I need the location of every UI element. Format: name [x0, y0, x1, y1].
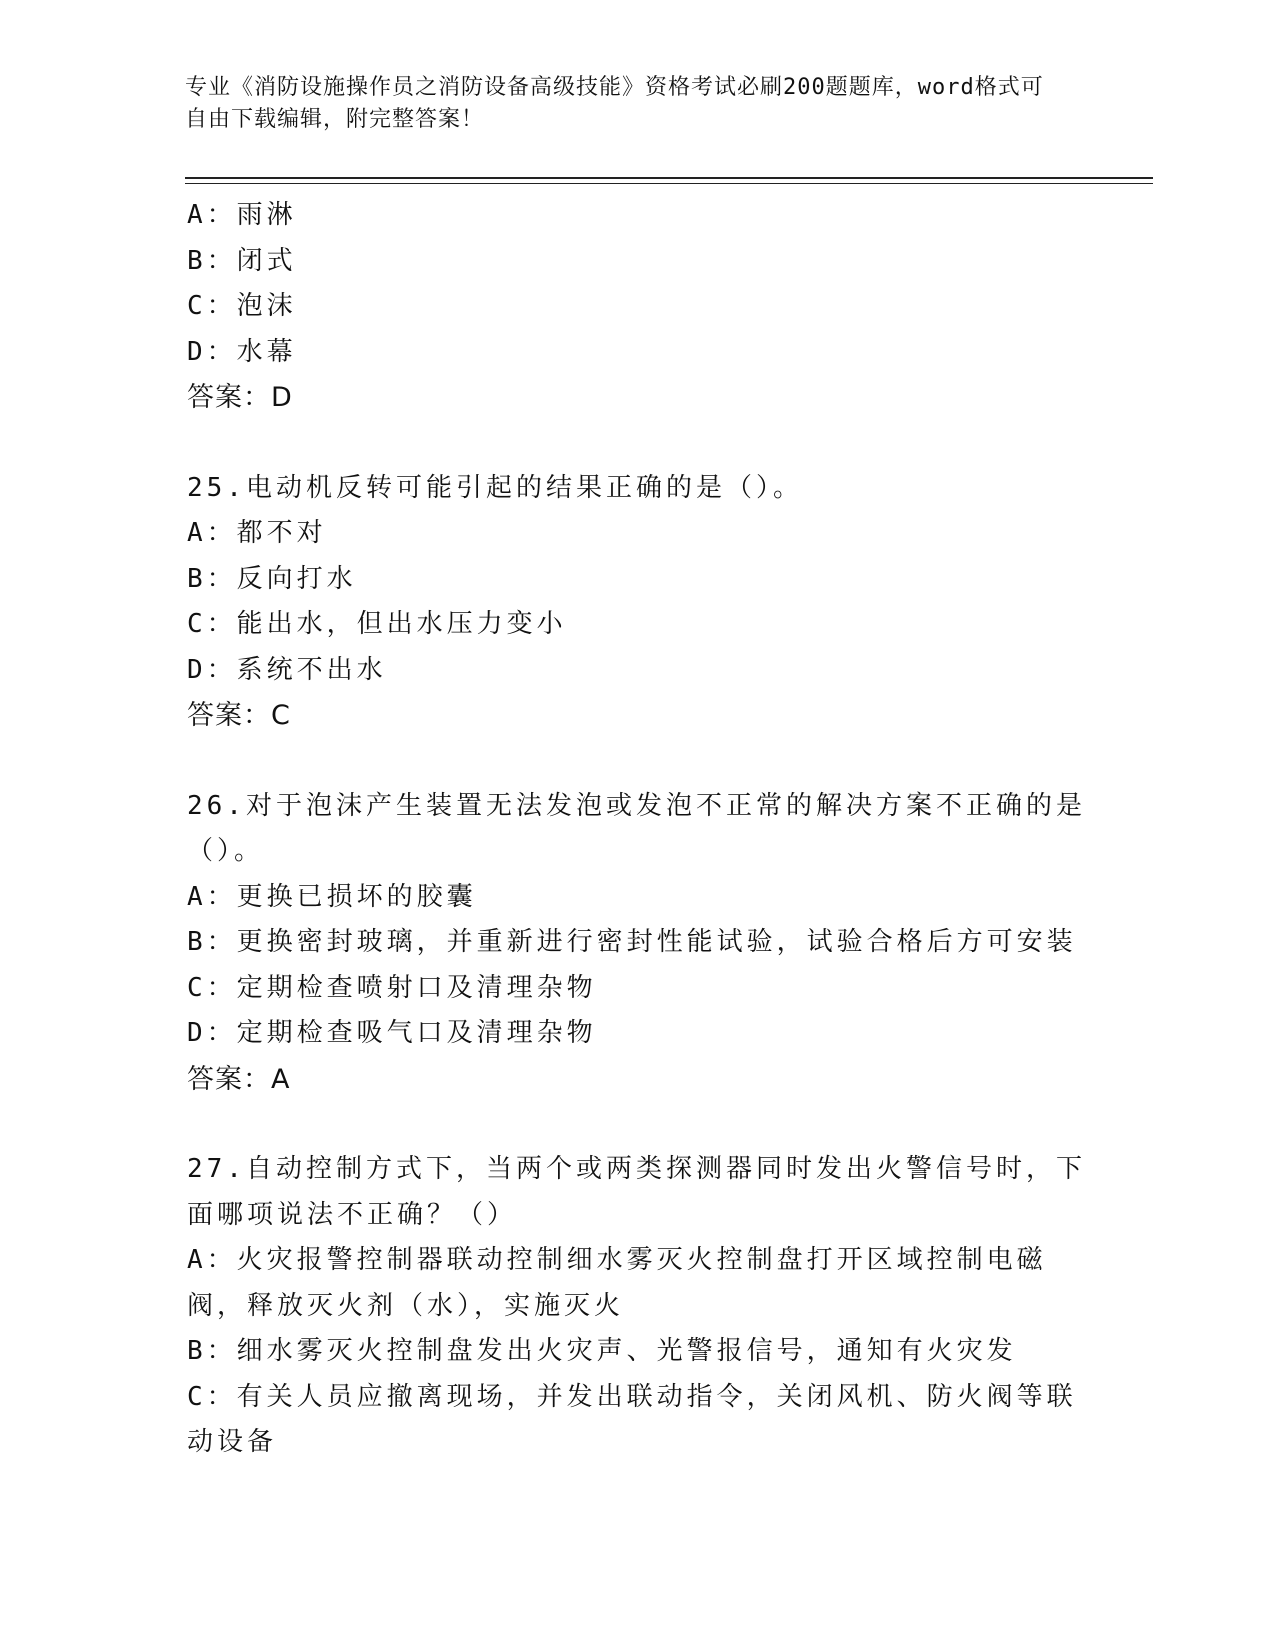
option-d: D：定期检查吸气口及清理杂物	[187, 1018, 597, 1048]
option-a: A：更换已损坏的胶囊	[187, 881, 477, 912]
document-header: 专业《消防设施操作员之消防设备高级技能》资格考试必刷200题题库，word格式可自由下载编辑，附完整答案！	[185, 75, 1044, 132]
option-b: B：细水雾灭火控制盘发出火灾声、光警报信号，通知有火灾发	[187, 1336, 1017, 1366]
question-stem: 25.电动机反转可能引起的结果正确的是（）。	[187, 472, 803, 503]
header-divider-thin	[185, 183, 1153, 184]
answer-line: 答案：A	[187, 1063, 291, 1095]
question-list	[187, 193, 1087, 1466]
option-b: B：反向打水	[187, 563, 357, 594]
option-c: C：有关人员应撤离现场，并发出联动指令，关闭风机、防火阀等联动设备	[187, 1381, 1077, 1457]
question-stem: 27.自动控制方式下，当两个或两类探测器同时发出火警信号时，下面哪项说法不正确？（）	[187, 1154, 1086, 1230]
option-a: A：雨淋	[187, 200, 297, 230]
answer-line: 答案：D	[187, 382, 293, 413]
option-d: D：系统不出水	[187, 654, 387, 685]
option-b: B：更换密封玻璃，并重新进行密封性能试验，试验合格后方可安装	[187, 927, 1077, 957]
option-c: C：泡沫	[187, 291, 297, 321]
option-a: A：都不对	[187, 518, 327, 548]
question-26	[187, 784, 1087, 1103]
question-27	[187, 1147, 1087, 1466]
option-a: A：火灾报警控制器联动控制细水雾灭火控制盘打开区域控制电磁阀，释放灭火剂（水），实施灭火	[187, 1245, 1047, 1321]
option-b: B：闭式	[187, 245, 297, 276]
option-c: C：能出水，但出水压力变小	[187, 609, 567, 639]
question-24-continued	[187, 193, 1087, 421]
question-25	[187, 466, 1087, 739]
option-d: D：水幕	[187, 336, 297, 367]
option-c: C：定期检查喷射口及清理杂物	[187, 972, 597, 1003]
question-stem: 26.对于泡沫产生装置无法发泡或发泡不正常的解决方案不正确的是（）。	[187, 790, 1086, 866]
answer-line: 答案：C	[187, 700, 291, 731]
header-divider-thick	[185, 177, 1153, 179]
